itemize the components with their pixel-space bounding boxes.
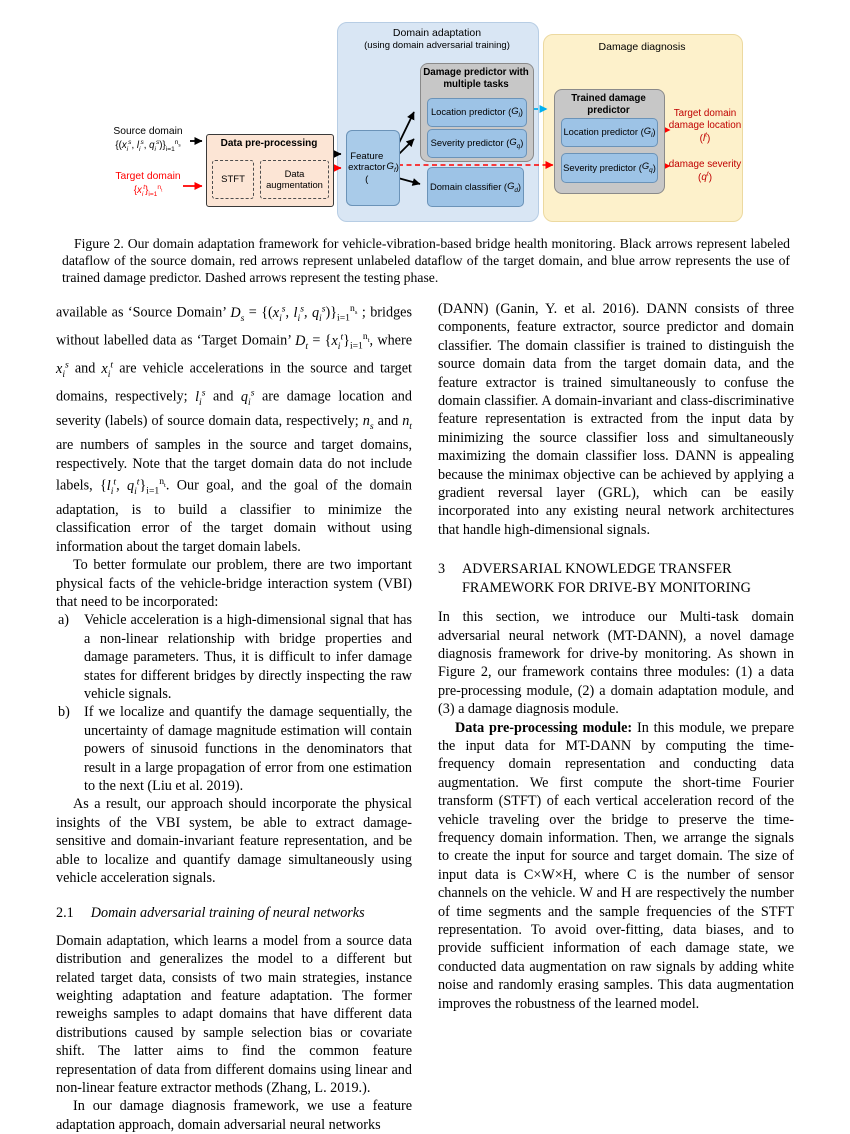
list-item-text: Vehicle acceleration is a high-dimensional signal that has a non-linear relationship with bridge properties and damage parameters. Thus, it is difficult to infer damage states for different bridges by directly inspecting the raw vehicle signals. <box>84 612 412 702</box>
figure-caption: Figure 2. Our domain adaptation framework for vehicle-vibration-based bridge health monitoring. Black arrows represent labeled dataflow of the source domain, red arrows represent unlabeled dataflow of the target domain, and blue arrow represents the use of trained damage predictor. Dashed arrows represent the testing phase. <box>62 236 790 285</box>
list-item-text: If we localize and quantify the damage sequentially, the uncertainty of damage magnitude estimation will contain powers of sinusoid functions in the denominators that result in a large propagation of error from one estimation to the next (Liu et al. 2019). <box>84 704 412 794</box>
source-domain-text: Source domain <box>113 126 183 137</box>
paragraph: In this section, we introduce our Multi-task domain adversarial neural network (MT-DANN), a novel damage diagnosis framework for drive-by monitoring. As shown in Figure 2, our framework contains three modules: (1) a data pre-processing module, (2) a domain adaptation module, and (3) a damage diagnosis module. <box>438 609 794 718</box>
target-domain-math: $\{x_i^t\}_{i=1}^{n_t}$ <box>133 183 163 199</box>
right-column <box>438 300 794 1134</box>
list-marker: b) <box>58 704 70 721</box>
paper-page <box>0 8 850 1133</box>
paragraph: As a result, our approach should incorporate the physical insights of the VBI system, be able to extract damage-sensitive and domain-invariant feature representation, and be able to localize and quantify damage simultaneously using vehicle acceleration signals. <box>56 796 412 887</box>
source-domain-math: {($x_i^s$, $l_i^s$, $q_i^s)\}_{i=1}^{n_s}$ <box>115 138 181 154</box>
stft-box: STFT <box>212 160 254 199</box>
paragraph: Data pre-processing module: In this module, we prepare the input data for MT-DANN by computing the time-frequency domain representation and conducting data augmentation. We first compute the short-time Fourier transform (STFT) of each vertical acceleration record of the vehicle traveling over the bridge to preserve the time-frequency domain information. Then, we arrange the signals to create the input for source and target domain. The size of input data is C×W×H, where C is the number of sensor channels on the vehicle. W and H are respectively the number of time segments and the sample frequencies of the STFT representation. To avoid over-fitting, data biases, and to provide sufficient information of each damage state, we conducted data augmentation on raw signals by adding white noise and randomly erasing samples. This data augmentation improves the robustness of the learned model. <box>438 719 794 1012</box>
target-domain-text: Target domain <box>115 171 181 182</box>
section-heading-3 <box>438 560 794 597</box>
trained-damage-predictor-title: Trained damage predictor <box>571 93 646 116</box>
damage-predictor-title: Damage predictor with multiple tasks <box>423 67 529 90</box>
section-title: Domain adversarial training of neural networks <box>90 905 365 922</box>
data-preprocessing-title: Data pre-processing <box>220 138 318 149</box>
list-item-b <box>56 703 412 795</box>
location-predictor-box: Location predictor ( $G_l$ ) <box>427 98 527 127</box>
section-number: 3 <box>438 561 446 578</box>
domain-classifier-box: Domain classifier ( $G_d$ ) <box>427 167 524 207</box>
output-damage-location-label: Target domain damage location $(l^t)$ <box>668 108 742 145</box>
domain-adaptation-title: Domain adaptation <box>392 27 482 39</box>
list-item-a <box>56 611 412 703</box>
domain-adaptation-subtitle: (using domain adversarial training) <box>364 40 510 51</box>
trained-location-predictor-box: Location predictor ( $G_l$ ) <box>561 118 658 147</box>
paragraph: In our damage diagnosis framework, we use a feature adaptation approach, domain adversarial neural networks <box>56 1098 412 1133</box>
target-domain-label <box>100 171 196 199</box>
damage-diagnosis-title: Damage diagnosis <box>598 41 686 53</box>
left-column <box>56 300 412 1134</box>
output-damage-severity-label: damage severity $(q^t)$ <box>668 159 742 184</box>
feature-extractor-box: Feature extractor ( $G_f$ ) <box>346 130 400 206</box>
body-columns <box>0 300 850 1134</box>
list-marker: a) <box>58 612 70 629</box>
section-heading-2-1 <box>56 904 412 922</box>
paragraph: To better formulate our problem, there are two important physical facts of the vehicle-bridge interaction system (VBI) that need to be incorporated: <box>56 557 412 610</box>
severity-predictor-box: Severity predictor ( $G_q$ ) <box>427 129 527 158</box>
paragraph: (DANN) (Ganin, Y. et al. 2016). DANN consists of three components, feature extractor, source predictor and domain classifier. The domain classifier is trained to distinguish the source domain data from the target domain data, and the feature extractor is trained simultaneously to confuse the domain classifier. A domain-invariant and class-discriminative feature representation is extracted from the input data by minimizing the source classifier loss and simultaneously maximizing the domain classifier loss. DANN is appealing because the minimax objective can be achieved by applying a gradient reversal layer (GRL), which can be easily incorporated into any existing neural network architectures that handle high-dimensional signals. <box>438 301 794 538</box>
figure-2-diagram <box>0 8 850 228</box>
paragraph: Domain adaptation, which learns a model from a source data distribution and generalizes the model to a different but related target data, consists of two main strategies, instance weighting adaptation and feature adaptation. The former reweighs samples to adapt domains that have different data distributions caused by sample selection bias or covariate shift. The latter aims to find the common feature representation of data from different domains using linear and non-linear feature extractor methods (Zhang, L. 2019.). <box>56 932 412 1097</box>
section-title: ADVERSARIAL KNOWLEDGE TRANSFER FRAMEWORK FOR DRIVE-BY MONITORING <box>462 561 751 596</box>
paragraph: available as ‘Source Domain’ $D_s = \{(x_i^s$, $l_i^s$, $q_i^s)\}_{i=1}^{n_s}$ ; bridges without labelled data as ‘Target Domain’ $D_t = \{x_i^t\}_{i=1}^{n_t}$, where $x_i^s$ and $x_i^t$ are vehicle accelerations in the source and target domains, respectively; $l_i^s$ and $q_i^s$ are damage location and severity (labels) of source domain data, respectively; $n_s$ and $n_t$ are numbers of samples in the source and target domains, respectively. Note that the target domain data do not include labels, {$l_i^t$, $q_i^t\}_{i=1}^{n_t}$. Our goal, and the goal of the domain adaptation, is to build a classifier to minimize the classification error of the target domain without using information about the target domain labels. <box>56 303 412 555</box>
section-number: 2.1 <box>56 905 74 922</box>
source-domain-label <box>96 126 200 154</box>
trained-severity-predictor-box: Severity predictor ( $G_q$ ) <box>561 153 658 183</box>
data-augmentation-box: Data augmentation <box>260 160 329 199</box>
